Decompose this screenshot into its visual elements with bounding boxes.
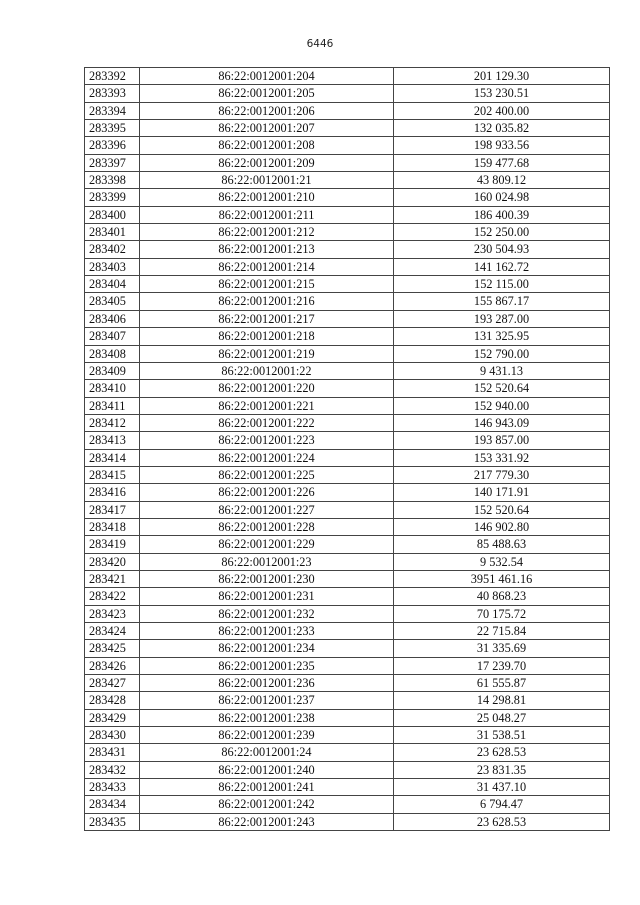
table-row (85, 120, 610, 137)
cadastral-value-cell: 9 532.54 (394, 553, 610, 570)
row-id-cell: 283425 (85, 640, 140, 657)
row-id-cell: 283407 (85, 328, 140, 345)
cadastral-number-cell: 86:22:0012001:21 (140, 172, 394, 189)
cadastral-value-cell: 146 902.80 (394, 518, 610, 535)
cadastral-value-cell: 23 628.53 (394, 813, 610, 830)
row-id-cell: 283395 (85, 120, 140, 137)
cadastral-value-cell: 9 431.13 (394, 362, 610, 379)
cadastral-value-cell: 31 538.51 (394, 727, 610, 744)
cadastral-number-cell: 86:22:0012001:235 (140, 657, 394, 674)
row-id-cell: 283403 (85, 258, 140, 275)
cadastral-number-cell: 86:22:0012001:221 (140, 397, 394, 414)
row-id-cell: 283399 (85, 189, 140, 206)
row-id-cell: 283428 (85, 692, 140, 709)
table-row (85, 761, 610, 778)
cadastral-number-cell: 86:22:0012001:236 (140, 675, 394, 692)
row-id-cell: 283430 (85, 727, 140, 744)
table-row (85, 414, 610, 431)
cadastral-number-cell: 86:22:0012001:229 (140, 536, 394, 553)
table-row (85, 172, 610, 189)
table-row (85, 68, 610, 85)
row-id-cell: 283434 (85, 796, 140, 813)
cadastral-number-cell: 86:22:0012001:243 (140, 813, 394, 830)
table-row (85, 276, 610, 293)
table-row (85, 813, 610, 830)
table-row (85, 397, 610, 414)
cadastral-value-cell: 6 794.47 (394, 796, 610, 813)
row-id-cell: 283429 (85, 709, 140, 726)
cadastral-value-cell: 193 857.00 (394, 432, 610, 449)
cadastral-number-cell: 86:22:0012001:216 (140, 293, 394, 310)
table-row (85, 553, 610, 570)
row-id-cell: 283431 (85, 744, 140, 761)
row-id-cell: 283413 (85, 432, 140, 449)
cadastral-number-cell: 86:22:0012001:225 (140, 466, 394, 483)
cadastral-number-cell: 86:22:0012001:217 (140, 310, 394, 327)
table-row (85, 449, 610, 466)
cadastral-number-cell: 86:22:0012001:214 (140, 258, 394, 275)
cadastral-number-cell: 86:22:0012001:223 (140, 432, 394, 449)
cadastral-number-cell: 86:22:0012001:241 (140, 779, 394, 796)
cadastral-number-cell: 86:22:0012001:218 (140, 328, 394, 345)
cadastral-value-cell: 23 628.53 (394, 744, 610, 761)
row-id-cell: 283424 (85, 623, 140, 640)
table-row (85, 258, 610, 275)
cadastral-value-cell: 152 520.64 (394, 380, 610, 397)
table-row (85, 744, 610, 761)
table-row (85, 536, 610, 553)
row-id-cell: 283408 (85, 345, 140, 362)
row-id-cell: 283419 (85, 536, 140, 553)
cadastral-value-cell: 14 298.81 (394, 692, 610, 709)
row-id-cell: 283411 (85, 397, 140, 414)
cadastral-value-cell: 152 520.64 (394, 501, 610, 518)
cadastral-number-cell: 86:22:0012001:240 (140, 761, 394, 778)
row-id-cell: 283433 (85, 779, 140, 796)
table-row (85, 85, 610, 102)
table-row (85, 709, 610, 726)
cadastral-value-cell: 31 437.10 (394, 779, 610, 796)
cadastral-number-cell: 86:22:0012001:209 (140, 154, 394, 171)
cadastral-value-table (84, 67, 610, 831)
cadastral-value-cell: 152 115.00 (394, 276, 610, 293)
cadastral-value-cell: 230 504.93 (394, 241, 610, 258)
table-row (85, 345, 610, 362)
row-id-cell: 283417 (85, 501, 140, 518)
row-id-cell: 283421 (85, 570, 140, 587)
table-row (85, 293, 610, 310)
cadastral-number-cell: 86:22:0012001:224 (140, 449, 394, 466)
cadastral-value-cell: 193 287.00 (394, 310, 610, 327)
page-number: 6446 (306, 38, 334, 50)
cadastral-value-cell: 31 335.69 (394, 640, 610, 657)
row-id-cell: 283412 (85, 414, 140, 431)
cadastral-number-cell: 86:22:0012001:226 (140, 484, 394, 501)
cadastral-number-cell: 86:22:0012001:242 (140, 796, 394, 813)
row-id-cell: 283432 (85, 761, 140, 778)
table-row (85, 605, 610, 622)
table-row (85, 518, 610, 535)
cadastral-value-cell: 202 400.00 (394, 102, 610, 119)
row-id-cell: 283401 (85, 224, 140, 241)
row-id-cell: 283420 (85, 553, 140, 570)
cadastral-value-cell: 201 129.30 (394, 68, 610, 85)
cadastral-number-cell: 86:22:0012001:233 (140, 623, 394, 640)
table-row (85, 675, 610, 692)
table-row (85, 657, 610, 674)
row-id-cell: 283414 (85, 449, 140, 466)
cadastral-value-cell: 23 831.35 (394, 761, 610, 778)
cadastral-value-cell: 186 400.39 (394, 206, 610, 223)
row-id-cell: 283402 (85, 241, 140, 258)
cadastral-number-cell: 86:22:0012001:231 (140, 588, 394, 605)
row-id-cell: 283398 (85, 172, 140, 189)
table-row (85, 328, 610, 345)
cadastral-number-cell: 86:22:0012001:205 (140, 85, 394, 102)
table-row (85, 501, 610, 518)
cadastral-value-cell: 152 250.00 (394, 224, 610, 241)
cadastral-value-cell: 40 868.23 (394, 588, 610, 605)
table-row (85, 189, 610, 206)
row-id-cell: 283397 (85, 154, 140, 171)
cadastral-number-cell: 86:22:0012001:206 (140, 102, 394, 119)
table-row (85, 466, 610, 483)
row-id-cell: 283418 (85, 518, 140, 535)
table-row (85, 796, 610, 813)
cadastral-value-cell: 43 809.12 (394, 172, 610, 189)
cadastral-value-cell: 132 035.82 (394, 120, 610, 137)
table-row (85, 310, 610, 327)
row-id-cell: 283409 (85, 362, 140, 379)
row-id-cell: 283416 (85, 484, 140, 501)
row-id-cell: 283410 (85, 380, 140, 397)
cadastral-number-cell: 86:22:0012001:208 (140, 137, 394, 154)
table-row (85, 570, 610, 587)
cadastral-value-cell: 153 230.51 (394, 85, 610, 102)
row-id-cell: 283423 (85, 605, 140, 622)
cadastral-number-cell: 86:22:0012001:239 (140, 727, 394, 744)
cadastral-value-cell: 152 790.00 (394, 345, 610, 362)
table-row (85, 380, 610, 397)
row-id-cell: 283426 (85, 657, 140, 674)
row-id-cell: 283400 (85, 206, 140, 223)
cadastral-value-cell: 159 477.68 (394, 154, 610, 171)
table-row (85, 241, 610, 258)
table-row (85, 623, 610, 640)
cadastral-number-cell: 86:22:0012001:24 (140, 744, 394, 761)
cadastral-number-cell: 86:22:0012001:219 (140, 345, 394, 362)
table-row (85, 224, 610, 241)
row-id-cell: 283394 (85, 102, 140, 119)
cadastral-value-cell: 140 171.91 (394, 484, 610, 501)
cadastral-value-cell: 155 867.17 (394, 293, 610, 310)
row-id-cell: 283435 (85, 813, 140, 830)
table-row (85, 154, 610, 171)
cadastral-value-cell: 17 239.70 (394, 657, 610, 674)
table-row (85, 779, 610, 796)
cadastral-number-cell: 86:22:0012001:23 (140, 553, 394, 570)
table-row (85, 588, 610, 605)
cadastral-value-cell: 153 331.92 (394, 449, 610, 466)
row-id-cell: 283427 (85, 675, 140, 692)
cadastral-value-cell: 160 024.98 (394, 189, 610, 206)
row-id-cell: 283392 (85, 68, 140, 85)
cadastral-value-cell: 152 940.00 (394, 397, 610, 414)
cadastral-value-cell: 70 175.72 (394, 605, 610, 622)
row-id-cell: 283404 (85, 276, 140, 293)
cadastral-number-cell: 86:22:0012001:210 (140, 189, 394, 206)
cadastral-number-cell: 86:22:0012001:232 (140, 605, 394, 622)
cadastral-number-cell: 86:22:0012001:234 (140, 640, 394, 657)
table-row (85, 362, 610, 379)
table-row (85, 640, 610, 657)
cadastral-number-cell: 86:22:0012001:212 (140, 224, 394, 241)
table-body (85, 68, 610, 831)
cadastral-value-cell: 198 933.56 (394, 137, 610, 154)
cadastral-value-cell: 141 162.72 (394, 258, 610, 275)
table-row (85, 432, 610, 449)
cadastral-number-cell: 86:22:0012001:204 (140, 68, 394, 85)
cadastral-value-cell: 22 715.84 (394, 623, 610, 640)
cadastral-number-cell: 86:22:0012001:220 (140, 380, 394, 397)
row-id-cell: 283422 (85, 588, 140, 605)
cadastral-value-cell: 25 048.27 (394, 709, 610, 726)
cadastral-value-cell: 131 325.95 (394, 328, 610, 345)
cadastral-value-cell: 217 779.30 (394, 466, 610, 483)
cadastral-number-cell: 86:22:0012001:215 (140, 276, 394, 293)
row-id-cell: 283405 (85, 293, 140, 310)
row-id-cell: 283406 (85, 310, 140, 327)
table-row (85, 102, 610, 119)
cadastral-number-cell: 86:22:0012001:222 (140, 414, 394, 431)
table-row (85, 137, 610, 154)
row-id-cell: 283396 (85, 137, 140, 154)
cadastral-number-cell: 86:22:0012001:237 (140, 692, 394, 709)
table-row (85, 727, 610, 744)
cadastral-value-cell: 146 943.09 (394, 414, 610, 431)
cadastral-number-cell: 86:22:0012001:228 (140, 518, 394, 535)
cadastral-number-cell: 86:22:0012001:207 (140, 120, 394, 137)
row-id-cell: 283393 (85, 85, 140, 102)
cadastral-number-cell: 86:22:0012001:22 (140, 362, 394, 379)
cadastral-number-cell: 86:22:0012001:227 (140, 501, 394, 518)
cadastral-number-cell: 86:22:0012001:213 (140, 241, 394, 258)
row-id-cell: 283415 (85, 466, 140, 483)
table-row (85, 692, 610, 709)
cadastral-value-cell: 61 555.87 (394, 675, 610, 692)
cadastral-value-cell: 3951 461.16 (394, 570, 610, 587)
table-row (85, 206, 610, 223)
cadastral-number-cell: 86:22:0012001:211 (140, 206, 394, 223)
cadastral-value-cell: 85 488.63 (394, 536, 610, 553)
cadastral-number-cell: 86:22:0012001:230 (140, 570, 394, 587)
table-row (85, 484, 610, 501)
cadastral-number-cell: 86:22:0012001:238 (140, 709, 394, 726)
